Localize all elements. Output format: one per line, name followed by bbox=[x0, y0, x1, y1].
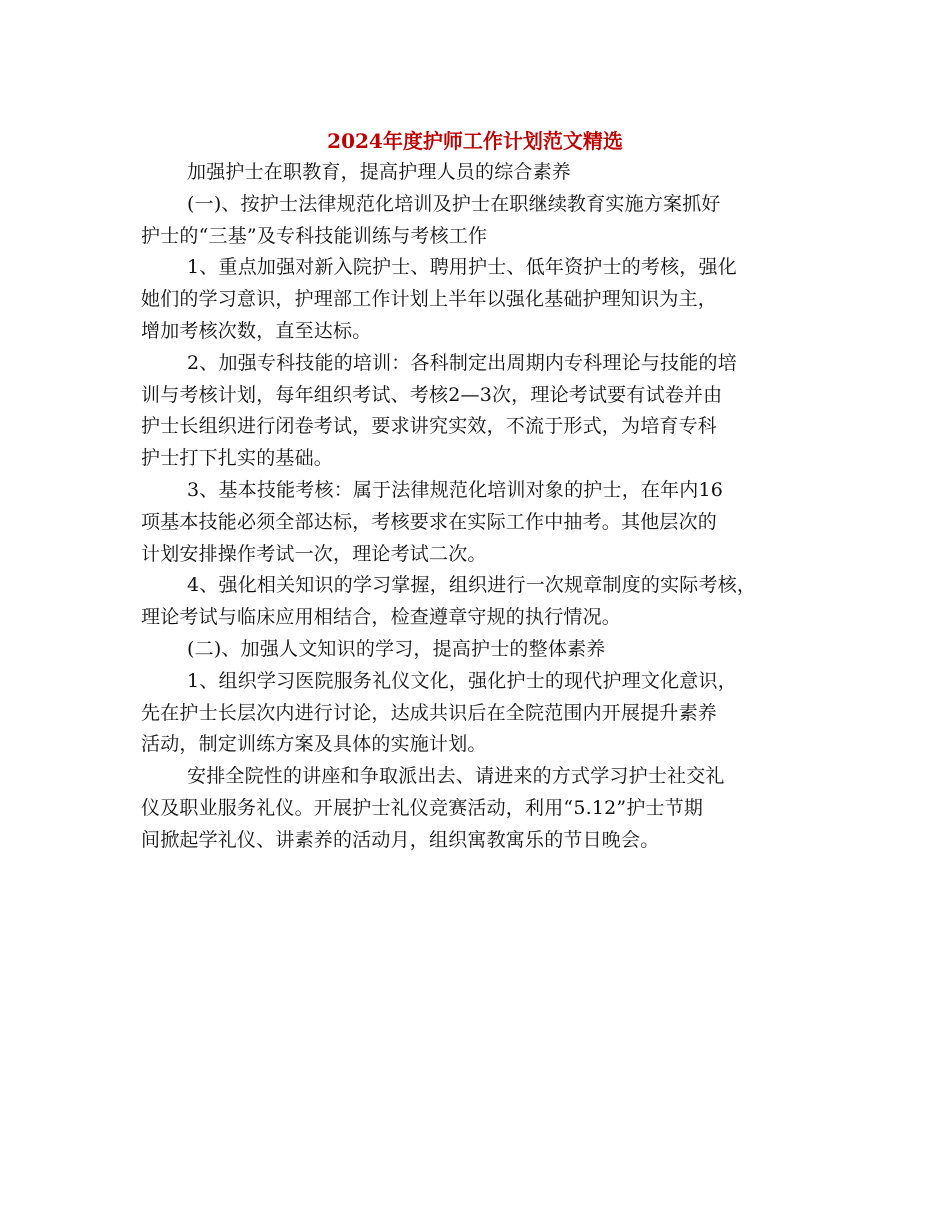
paragraph-section-2-heading: (二)、加强人文知识的学习，提高护士的整体素养 bbox=[187, 637, 606, 660]
document-title: 2024年度护师工作计划范文精选 bbox=[327, 129, 623, 154]
paragraph-item-2: 2、加强专科技能的培训：各科制定出周期内专科理论与技能的培 训与考核计划，每年组织考试、考核2—3次，理论考试要有试卷并由 护士长组织进行闭卷考试，要求讲究实效，不流于形式，为培育专科 护士打下扎实的基础。 bbox=[141, 351, 737, 470]
paragraph-intro: 加强护士在职教育，提高护理人员的综合素养 bbox=[187, 161, 572, 183]
paragraph-item-1: 1、重点加强对新入院护士、聘用护士、低年资护士的考核，强化 她们的学习意识，护理部工作计划上半年以强化基础护理知识为主， 增加考核次数，直至达标。 bbox=[141, 256, 737, 342]
paragraph-section-1-heading: (一)、按护士法律规范化培训及护士在职继续教育实施方案抓好 护士的“三基”及专科技能训练与考核工作 bbox=[141, 192, 721, 247]
paragraph-etiquette-activities: 安排全院性的讲座和争取派出去、请进来的方式学习护士社交礼 仪及职业服务礼仪。开展护士礼仪竞赛活动，利用“5.12”护士节期 间掀起学礼仪、讲素养的活动月，组织寓教寓乐的节日晚会。 bbox=[141, 765, 725, 851]
paragraph-item-3: 3、基本技能考核：属于法律规范化培训对象的护士，在年内16 项基本技能必须全部达标，考核要求在实际工作中抽考。其他层次的 计划安排操作考试一次，理论考试二次。 bbox=[141, 478, 724, 565]
document-body bbox=[141, 157, 821, 857]
paragraph-item-4: 4、强化相关知识的学习掌握，组织进行一次规章制度的实际考核， 理论考试与临床应用相结合，检查遵章守规的执行情况。 bbox=[141, 574, 757, 629]
paragraph-section-2-item-1: 1、组织学习医院服务礼仪文化，强化护士的现代护理文化意识， 先在护士长层次内进行讨论，达成共识后在全院范围内开展提升素养 活动，制定训练方案及具体的实施计划。 bbox=[141, 669, 737, 756]
